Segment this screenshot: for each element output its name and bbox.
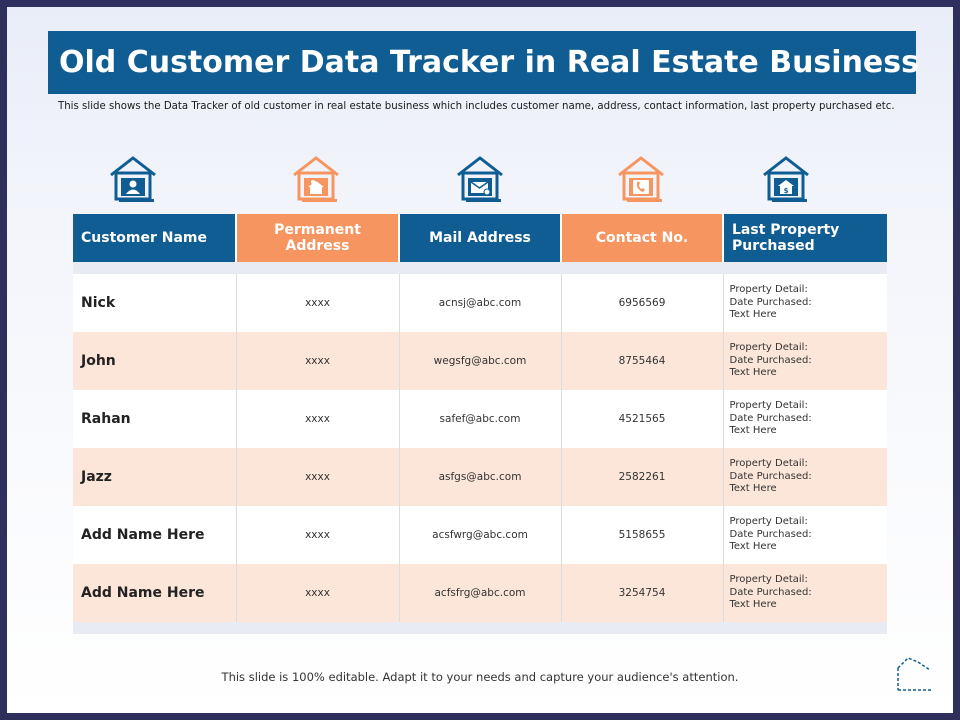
property-text: Text Here (729, 309, 777, 321)
header-last-property: Last Property Purchased (723, 214, 887, 262)
date-purchased-label: Date Purchased: (729, 412, 812, 424)
property-text: Text Here (729, 425, 777, 437)
property-cell (723, 390, 887, 448)
header-mail-address: Mail Address (399, 214, 561, 262)
date-purchased-label: Date Purchased: (729, 586, 812, 598)
address-cell: xxxx (236, 274, 399, 332)
header-customer-name: Customer Name (73, 214, 236, 262)
svg-text:$: $ (783, 187, 789, 195)
property-cell (723, 448, 887, 506)
address-cell: xxxx (236, 506, 399, 564)
table-row (73, 506, 887, 564)
title-bar (48, 31, 919, 94)
table-row (73, 564, 887, 622)
footer-note: This slide is 100% editable. Adapt it to your needs and capture your audience's attention. (221, 670, 739, 684)
property-house-icon (761, 155, 811, 205)
customer-name-cell: John (73, 332, 236, 390)
customer-house-icon (108, 155, 158, 205)
mail-cell: acsfwrg@abc.com (399, 506, 561, 564)
mail-house-icon (455, 155, 505, 205)
table-row (73, 274, 887, 332)
property-cell (723, 332, 887, 390)
phone-house-icon (616, 155, 666, 205)
address-cell: xxxx (236, 564, 399, 622)
property-cell (723, 564, 887, 622)
date-purchased-label: Date Purchased: (729, 354, 812, 366)
property-text: Text Here (729, 483, 777, 495)
property-text: Text Here (729, 541, 777, 553)
property-detail-label: Property Detail: (729, 516, 808, 528)
customer-name-cell: Rahan (73, 390, 236, 448)
customer-name-cell: Add Name Here (73, 564, 236, 622)
table-row (73, 332, 887, 390)
property-cell (723, 274, 887, 332)
table-row (73, 390, 887, 448)
customer-name-cell: Jazz (73, 448, 236, 506)
table-row (73, 448, 887, 506)
property-detail-label: Property Detail: (729, 574, 808, 586)
page-title: Old Customer Data Tracker in Real Estate Business (59, 45, 919, 80)
contact-cell: 2582261 (561, 448, 723, 506)
address-cell: xxxx (236, 332, 399, 390)
contact-cell: 8755464 (561, 332, 723, 390)
mail-cell: asfgs@abc.com (399, 448, 561, 506)
customer-table (73, 214, 887, 634)
address-house-icon (291, 155, 341, 205)
header-permanent-address: Permanent Address (236, 214, 399, 262)
mail-cell: acfsfrg@abc.com (399, 564, 561, 622)
date-purchased-label: Date Purchased: (729, 470, 812, 482)
header-contact-no: Contact No. (561, 214, 723, 262)
mail-cell: acnsj@abc.com (399, 274, 561, 332)
subtitle: This slide shows the Data Tracker of old customer in real estate business which includes customer name, address, contact information, last property purchased etc. (58, 101, 895, 112)
slide (7, 7, 953, 713)
contact-cell: 4521565 (561, 390, 723, 448)
property-cell (723, 506, 887, 564)
date-purchased-label: Date Purchased: (729, 528, 812, 540)
contact-cell: 6956569 (561, 274, 723, 332)
property-text: Text Here (729, 367, 777, 379)
table-spacer (73, 262, 887, 274)
contact-cell: 3254754 (561, 564, 723, 622)
property-detail-label: Property Detail: (729, 400, 808, 412)
address-cell: xxxx (236, 390, 399, 448)
property-detail-label: Property Detail: (729, 284, 808, 296)
date-purchased-label: Date Purchased: (729, 296, 812, 308)
mail-cell: safef@abc.com (399, 390, 561, 448)
customer-name-cell: Nick (73, 274, 236, 332)
house-logo-icon (896, 650, 934, 692)
property-detail-label: Property Detail: (729, 458, 808, 470)
property-text: Text Here (729, 599, 777, 611)
customer-name-cell: Add Name Here (73, 506, 236, 564)
mail-cell: wegsfg@abc.com (399, 332, 561, 390)
contact-cell: 5158655 (561, 506, 723, 564)
address-cell: xxxx (236, 448, 399, 506)
table-header-row (73, 214, 887, 262)
property-detail-label: Property Detail: (729, 342, 808, 354)
table-spacer (73, 622, 887, 634)
